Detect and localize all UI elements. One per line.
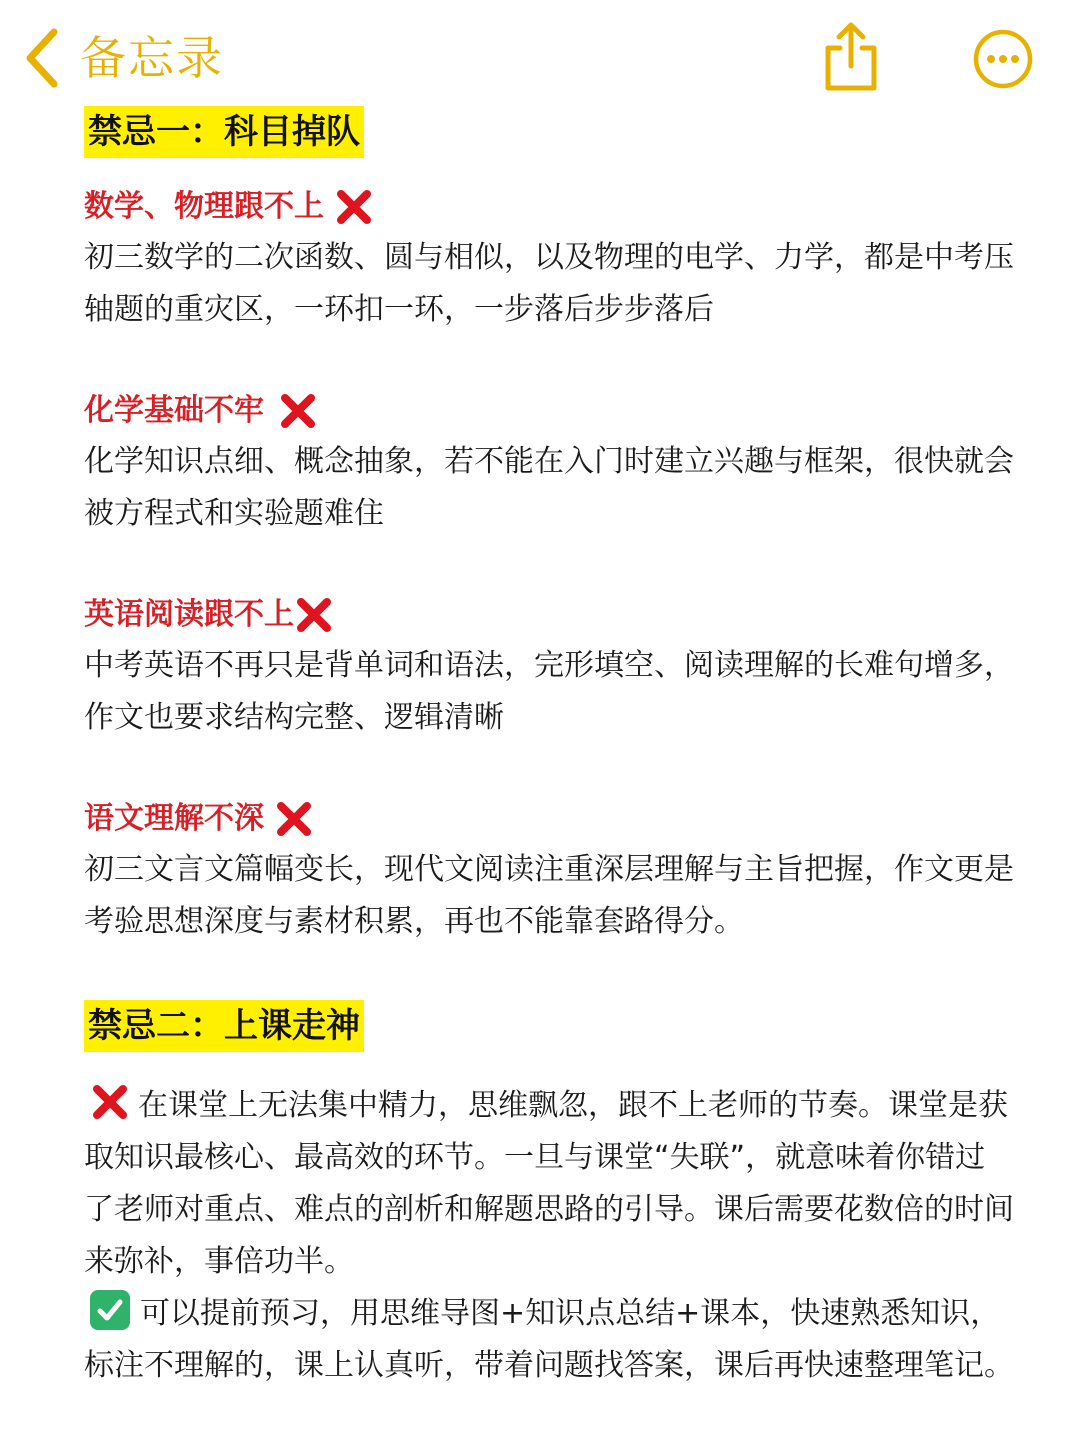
item-heading-text: 语文理解不深 xyxy=(84,801,264,836)
section-title: 禁忌二：上课走神 xyxy=(84,1000,364,1052)
cross-mark-icon xyxy=(294,595,334,635)
nav-bar xyxy=(0,0,1080,100)
list-item xyxy=(84,794,1014,948)
share-icon xyxy=(820,20,882,92)
problem-paragraph xyxy=(84,1080,1014,1288)
cross-mark-icon xyxy=(274,799,314,839)
back-button[interactable] xyxy=(22,26,224,90)
ellipsis-circle-icon xyxy=(972,28,1034,90)
problem-text-wrap xyxy=(84,1080,1014,1288)
item-heading xyxy=(84,794,1014,844)
item-body: 初三文言文篇幅变长，现代文阅读注重深层理解与主旨把握，作文更是考验思想深度与素材积累，再也不能靠套路得分。 xyxy=(84,852,1014,939)
item-heading xyxy=(84,386,1014,436)
more-button[interactable] xyxy=(972,28,1034,90)
back-label: 备忘录 xyxy=(80,31,224,85)
list-item xyxy=(84,590,1014,744)
list-item xyxy=(84,182,1014,336)
section-title: 禁忌一：科目掉队 xyxy=(84,106,364,158)
cross-mark-icon xyxy=(334,187,374,227)
item-heading xyxy=(84,590,1014,640)
solution-text: 可以提前预习，用思维导图+知识点总结+课本，快速熟悉知识，标注不理解的，课上认真听，带着问题找答案，课后再快速整理笔记。 xyxy=(84,1296,1014,1383)
item-body: 初三数学的二次函数、圆与相似，以及物理的电学、力学，都是中考压轴题的重灾区，一环扣一环，一步落后步步落后 xyxy=(84,240,1014,327)
check-mark-icon xyxy=(90,1290,130,1330)
item-heading xyxy=(84,182,1014,232)
chevron-left-icon xyxy=(22,26,62,90)
solution-paragraph xyxy=(84,1288,1014,1392)
note-content[interactable] xyxy=(84,104,1014,1392)
list-item xyxy=(84,386,1014,540)
item-body: 化学知识点细、概念抽象，若不能在入门时建立兴趣与框架，很快就会被方程式和实验题难住 xyxy=(84,444,1014,531)
cross-mark-icon xyxy=(90,1082,130,1122)
item-heading-text: 数学、物理跟不上 xyxy=(84,189,324,224)
item-body: 中考英语不再只是背单词和语法，完形填空、阅读理解的长难句增多，作文也要求结构完整、逻辑清晰 xyxy=(84,648,1014,735)
cross-mark-icon xyxy=(278,391,318,431)
item-heading-text: 化学基础不牢 xyxy=(84,393,264,428)
share-button[interactable] xyxy=(820,20,882,92)
problem-text: 在课堂上无法集中精力，思维飘忽，跟不上老师的节奏。课堂是获取知识最核心、最高效的环节。一旦与课堂“失联”，就意味着你错过了老师对重点、难点的剖析和解题思路的引导。课后需要花数倍的时间来弥补，事倍功半。 xyxy=(84,1088,1014,1279)
item-heading-text: 英语阅读跟不上 xyxy=(84,597,294,632)
solution-text-wrap xyxy=(84,1288,1014,1392)
